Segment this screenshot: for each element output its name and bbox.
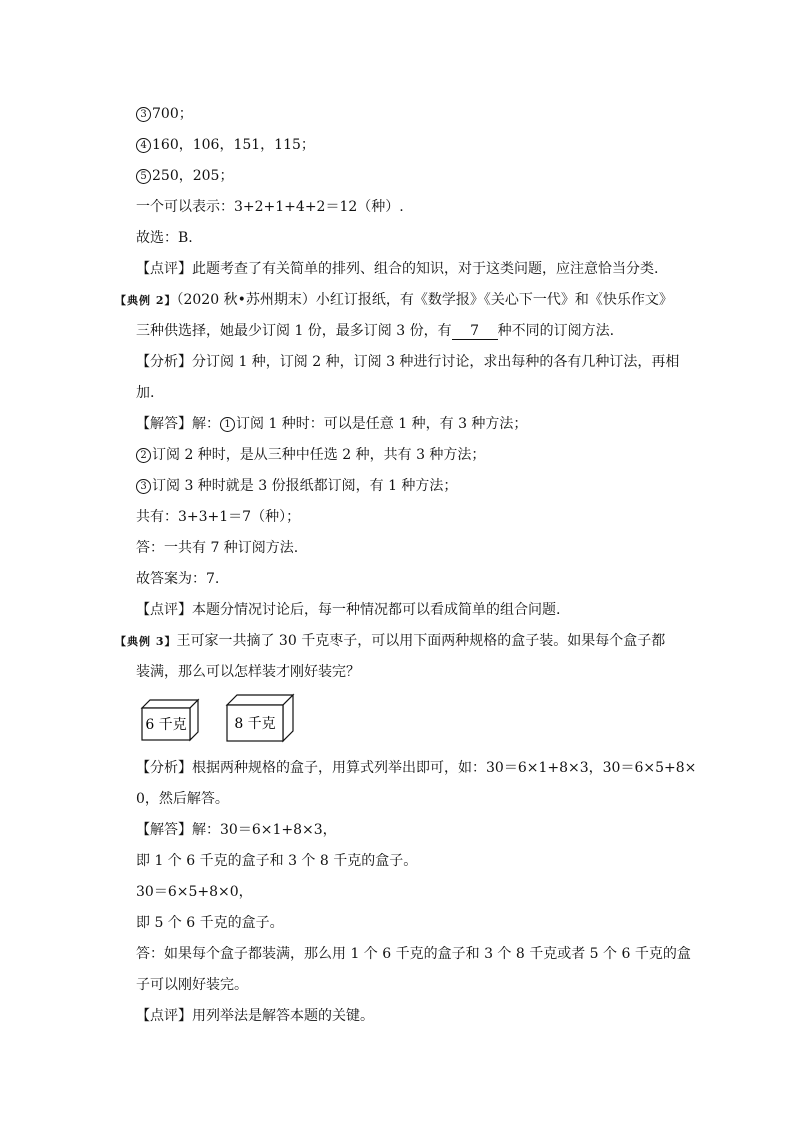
solution-line: 即 1 个 6 千克的盒子和 3 个 8 千克的盒子。 xyxy=(136,853,418,869)
text-line: 故答案为：7. xyxy=(136,571,220,587)
solution-line: 30＝6×5+8×0， xyxy=(136,884,253,900)
circled-number: 1 xyxy=(220,417,235,432)
text-line: 一个可以表示：3+2+1+4+2＝12（种）. xyxy=(136,199,404,215)
solution-line xyxy=(136,414,527,434)
list-item-text: 160，106，151，115； xyxy=(152,137,315,153)
list-item xyxy=(136,166,233,186)
box-label: 8 千克 xyxy=(234,716,276,732)
review-line: 【点评】用列举法是解答本题的关键。 xyxy=(136,1008,374,1024)
text-segment: 订阅 1 种时：可以是任意 1 种，有 3 种方法； xyxy=(236,416,528,432)
example-text: （2020 秋•苏州期末）小红订报纸，有《数学报》《关心下一代》和《快乐作文》 xyxy=(176,292,673,308)
example-3-text: 装满，那么可以怎样装才刚好装完？ xyxy=(136,664,360,680)
text-segment: 三种供选择，她最少订阅 1 份，最多订阅 3 份，有 xyxy=(136,323,452,339)
box-8kg xyxy=(225,693,297,745)
circled-number: 3 xyxy=(136,107,151,122)
circled-number: 2 xyxy=(136,448,151,463)
review-line: 【点评】本题分情况讨论后，每一种情况都可以看成简单的组合问题. xyxy=(136,602,561,618)
example-tag: 【典例 2】 xyxy=(115,294,177,307)
example-2-text xyxy=(136,321,614,341)
box-label: 6 千克 xyxy=(145,717,187,733)
analysis-line: 加. xyxy=(136,385,155,401)
analysis-line: 0，然后解答。 xyxy=(136,791,229,807)
solution-line xyxy=(136,445,485,465)
answer-line: 子可以刚好装完。 xyxy=(136,977,248,993)
circled-number: 3 xyxy=(136,479,151,494)
circled-number: 5 xyxy=(136,169,151,184)
solution-line xyxy=(136,476,457,496)
analysis-line: 【分析】分订阅 1 种，订阅 2 种，订阅 3 种进行讨论，求出每种的各有几种订法，再相 xyxy=(136,354,680,370)
box-6kg xyxy=(140,698,202,744)
solution-line: 即 5 个 6 千克的盒子。 xyxy=(136,915,284,931)
text-segment: 【解答】解： xyxy=(136,416,220,432)
circled-number: 4 xyxy=(136,138,151,153)
text-segment: 种不同的订阅方法. xyxy=(497,323,615,339)
solution-line: 共有：3+3+1＝7（种）； xyxy=(136,509,301,525)
analysis-line: 【分析】根据两种规格的盒子，用算式列举出即可，如：30＝6×1+8×3，30＝6×5+8× xyxy=(136,760,697,776)
text-segment: 订阅 3 种时就是 3 份报纸都订阅，有 1 种方法； xyxy=(152,478,458,494)
solution-line: 【解答】解：30＝6×1+8×3， xyxy=(136,822,337,838)
example-2-heading xyxy=(115,290,673,311)
review-line: 【点评】此题考查了有关简单的排列、组合的知识，对于这类问题，应注意恰当分类. xyxy=(136,261,659,277)
answer-blank: 7 xyxy=(452,323,498,340)
text-segment: 订阅 2 种时，是从三种中任选 2 种，共有 3 种方法； xyxy=(152,447,486,463)
answer-line: 答：一共有 7 种订阅方法. xyxy=(136,540,299,556)
list-item xyxy=(136,104,193,124)
list-item-text: 700； xyxy=(152,106,193,122)
text-line: 故选：B. xyxy=(136,230,193,246)
example-tag: 【典例 3】 xyxy=(115,635,177,648)
list-item xyxy=(136,135,315,155)
example-3-heading xyxy=(115,631,665,652)
list-item-text: 250，205； xyxy=(152,168,234,184)
example-text: 王可家一共摘了 30 千克枣子，可以用下面两种规格的盒子装。如果每个盒子都 xyxy=(176,633,666,649)
answer-line: 答：如果每个盒子都装满，那么用 1 个 6 千克的盒子和 3 个 8 千克或者 5 个 6 千克的盒 xyxy=(136,946,691,962)
